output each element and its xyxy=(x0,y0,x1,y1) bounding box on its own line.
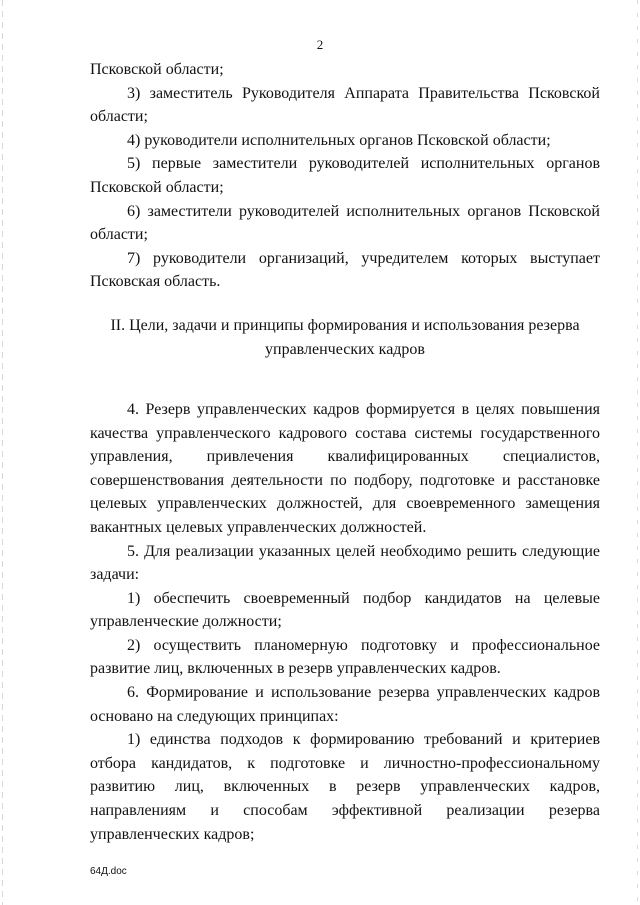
paragraph: 3) заместитель Руководителя Аппарата Правительства Псковской области; xyxy=(90,84,600,126)
paragraph: 5. Для реализации указанных целей необходимо решить следующие задачи: xyxy=(90,542,600,584)
paragraph: 2) осуществить планомерную подготовку и профессиональное развитие лиц, включенных в резерв управленческих кадров. xyxy=(90,636,600,678)
paragraph: 7) руководители организаций, учредителем которых выступает Псковская область. xyxy=(90,249,600,291)
paragraph: 6. Формирование и использование резерва управленческих кадров основано на следующих принципах: xyxy=(90,684,600,725)
section-heading-line-2: управленческих кадров xyxy=(265,340,425,358)
scan-edge-left xyxy=(2,0,3,905)
section-heading xyxy=(90,314,600,362)
footer-filename: 64Д.doc xyxy=(90,866,127,877)
section-heading-line-1: II. Цели, задачи и принципы формирования и использования резерва xyxy=(110,316,580,334)
paragraph: Псковской области; xyxy=(90,61,224,78)
paragraph: 4. Резерв управленческих кадров формируется в целях повышения качества управленческого кадрового состава системы государственного управления, привлечения квалифицированных специалистов, совершенствования деятельности по подбору, подготовке и расстановке целевых управленческих должностей, для своевременного замещения вакантных целевых управленческих должностей. xyxy=(90,400,600,536)
paragraph: 1) единства подходов к формированию требований и критериев отбора кандидатов, к подготовке и личностно-профессиональному развитию лиц, включенных в резерв управленческих кадров, направлениям и способам эффективной реализации резерва управленческих кадров; xyxy=(90,731,600,843)
paragraph: 6) заместители руководителей исполнительных органов Псковской области; xyxy=(90,202,600,244)
paragraph: 1) обеспечить своевременный подбор кандидатов на целевые управленческие должности; xyxy=(90,589,600,631)
paragraph: 5) первые заместители руководителей исполнительных органов Псковской области; xyxy=(90,155,600,196)
scan-edge-right xyxy=(637,0,638,905)
paragraphs-before-heading xyxy=(90,58,600,294)
paragraphs-after-heading xyxy=(90,398,600,846)
document-body xyxy=(90,58,600,846)
page-number: 2 xyxy=(316,37,324,52)
paragraph: 4) руководители исполнительных органов Псковской области; xyxy=(127,131,551,149)
